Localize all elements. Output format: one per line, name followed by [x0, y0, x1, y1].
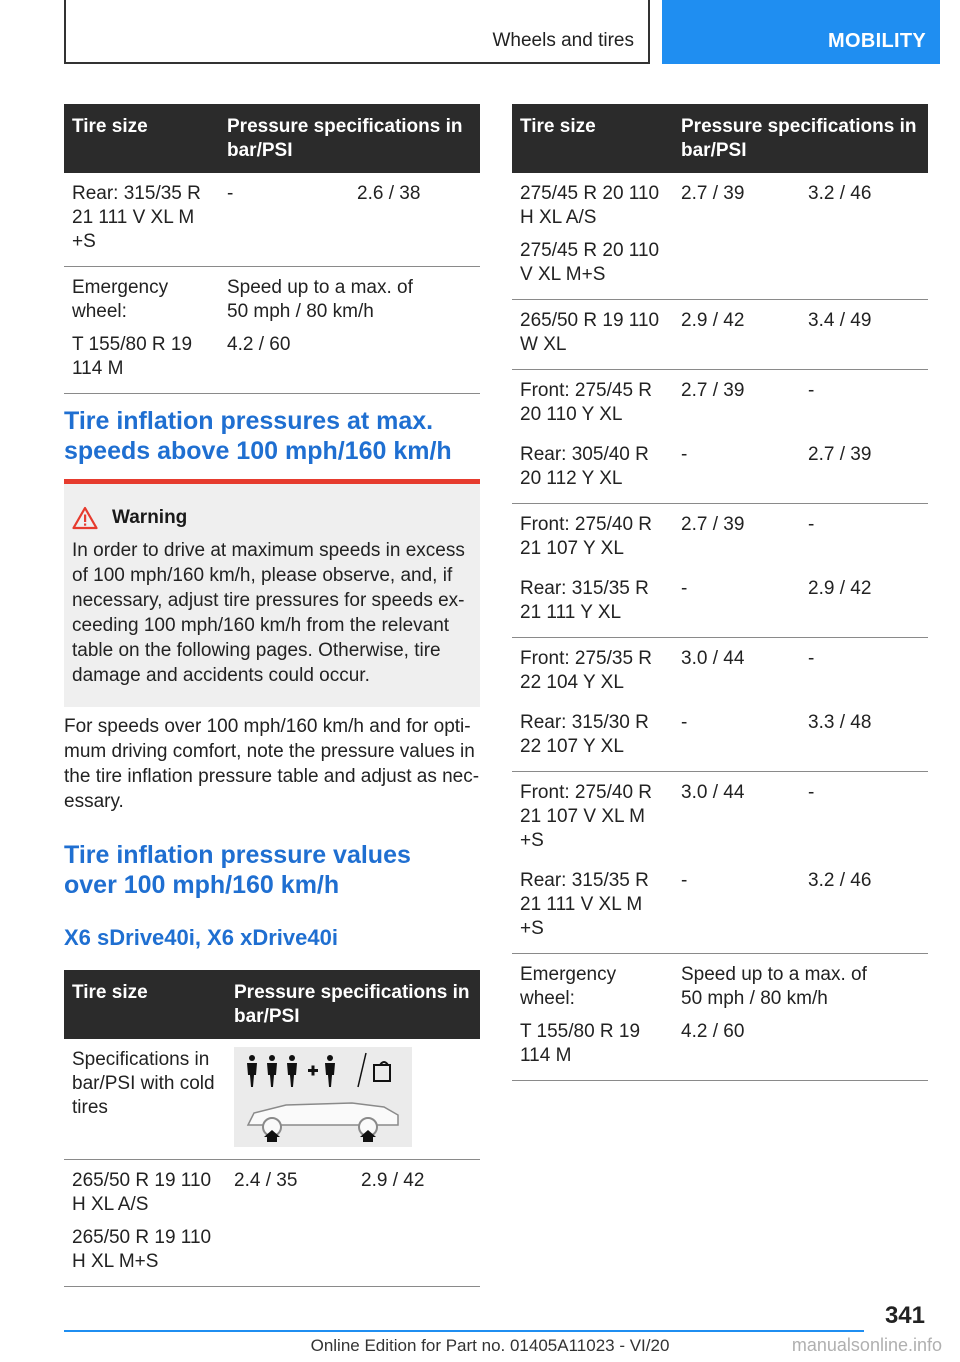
emergency-size: T 155/80 R 19 114 M	[72, 334, 193, 379]
pressure-cell: 3.0 / 44	[681, 648, 745, 669]
table-row	[64, 173, 480, 267]
emergency-pressure: 4.2 / 60	[227, 334, 291, 355]
table-header-row	[512, 104, 928, 173]
pressure-cell: -	[673, 427, 800, 504]
heading-model: X6 sDrive40i, X6 xDrive40i	[64, 925, 338, 950]
table-row	[512, 173, 928, 300]
tire-size-b: 275/45 R 20 110 V XL M+S	[520, 240, 660, 285]
emergency-note: Speed up to a max. of 50 mph / 80 km/h	[681, 964, 867, 1009]
pressure-cell: -	[808, 782, 815, 803]
tire-size-cell	[512, 173, 673, 300]
footer-divider	[64, 1330, 864, 1332]
emergency-size: T 155/80 R 19 114 M	[520, 1021, 641, 1066]
table-row	[512, 300, 928, 370]
pressure-cell: 2.7 / 39	[681, 514, 745, 535]
heading-max-speed: Tire inflation pressures at max. speeds above 100 mph/160 km/h	[64, 407, 452, 465]
pressure-cell: -	[673, 561, 800, 638]
emergency-label: Emergency wheel:	[72, 277, 169, 322]
table-row	[64, 1160, 480, 1287]
pressure-cell: -	[219, 173, 349, 267]
pressure-cell: 3.4 / 49	[800, 300, 928, 370]
tire-size-cell: Rear: 315/35 R 21 111 Y XL	[512, 561, 673, 638]
emergency-note: Speed up to a max. of 50 mph / 80 km/h	[227, 277, 413, 322]
pressure-cell: 2.9 / 42	[673, 300, 800, 370]
tire-size-a: 265/50 R 19 110 H XL A/S	[72, 1170, 212, 1215]
spec-label-cell: Specifications in bar/PSI with cold tires	[64, 1039, 226, 1160]
col-header-tire-size: Tire size	[64, 970, 226, 1039]
page-number: 341	[884, 1302, 925, 1329]
table-row-front	[512, 370, 928, 428]
table-row-rear	[512, 695, 928, 772]
emergency-wheel-row	[64, 267, 480, 394]
pressure-cell: -	[673, 695, 800, 772]
col-header-pressure: Pressure specifications in bar/PSI	[226, 970, 480, 1039]
warning-title: Warning	[112, 507, 188, 528]
tire-pressure-table-right	[512, 104, 928, 1081]
warning-box	[64, 479, 480, 707]
pressure-cell: -	[808, 514, 815, 535]
footer-edition: Online Edition for Part no. 01405A11023 - VI/20	[310, 1336, 670, 1355]
pressure-cell: 2.7 / 39	[681, 380, 745, 401]
tire-size-cell: 265/50 R 19 110 W XL	[512, 300, 673, 370]
emergency-wheel-cell	[64, 267, 219, 394]
table-header-row	[64, 970, 480, 1039]
tire-size-cell: Rear: 315/30 R 22 107 Y XL	[512, 695, 673, 772]
spec-row	[64, 1039, 480, 1160]
emergency-note-cell	[219, 267, 480, 394]
table-row-rear	[512, 853, 928, 954]
header-chapter-title: MOBILITY	[828, 30, 926, 52]
header-chapter-tab	[662, 0, 940, 64]
tire-size-b: 265/50 R 19 110 H XL M+S	[72, 1227, 212, 1272]
tire-size-cell: Front: 275/40 R 21 107 V XL M +S	[520, 782, 653, 851]
header-section-title: Wheels and tires	[492, 30, 634, 51]
pressure-cell: -	[673, 853, 800, 954]
pressure-cell: 3.2 / 46	[800, 853, 928, 954]
heading-pressure-values: Tire inflation pressure values over 100 mph/160 km/h	[64, 841, 411, 899]
col-header-pressure: Pressure specifications in bar/PSI	[219, 104, 480, 173]
table-row-front	[512, 638, 928, 696]
pressure-cell: 2.7 / 39	[673, 173, 800, 300]
body-paragraph: For speeds over 100 mph/160 km/h and for opti-mum driving comfort, note the pressure values in the tire inflation pressure table and adjust as nec-essary.	[64, 716, 480, 812]
emergency-note-cell	[673, 954, 928, 1081]
tire-size-cell: Front: 275/45 R 20 110 Y XL	[520, 380, 653, 425]
tire-pressure-table-model	[64, 970, 480, 1287]
pressure-cell: 2.6 / 38	[349, 173, 480, 267]
col-header-tire-size: Tire size	[512, 104, 673, 173]
pressure-cell: 3.0 / 44	[681, 782, 745, 803]
tire-size-cell: Rear: 305/40 R 20 112 Y XL	[512, 427, 673, 504]
pressure-cell: 2.4 / 35	[226, 1160, 353, 1287]
tire-size-cell: Front: 275/35 R 22 104 Y XL	[520, 648, 653, 693]
table-row-front	[512, 772, 928, 854]
pressure-cell: -	[808, 648, 815, 669]
pressure-cell: 3.3 / 48	[800, 695, 928, 772]
load-pictogram-cell	[226, 1039, 480, 1160]
table-header-row	[64, 104, 480, 173]
tire-size-cell: Front: 275/40 R 21 107 Y XL	[520, 514, 653, 559]
emergency-wheel-cell	[512, 954, 673, 1081]
tire-pressure-table-top-left	[64, 104, 480, 394]
pressure-cell: 2.7 / 39	[800, 427, 928, 504]
tire-size-cell: Rear: 315/35 R 21 111 V XL M +S	[512, 853, 673, 954]
table-row-rear	[512, 427, 928, 504]
pressure-cell: 2.9 / 42	[800, 561, 928, 638]
table-row-rear	[512, 561, 928, 638]
col-header-pressure: Pressure specifications in bar/PSI	[673, 104, 928, 173]
pressure-cell: 2.9 / 42	[353, 1160, 480, 1287]
vehicle-load-pictogram-icon	[234, 1047, 412, 1147]
emergency-pressure: 4.2 / 60	[681, 1021, 745, 1042]
col-header-tire-size: Tire size	[64, 104, 219, 173]
table-row-front	[512, 504, 928, 562]
tire-size-cell	[64, 1160, 226, 1287]
emergency-wheel-row	[512, 954, 928, 1081]
tire-size-cell: Rear: 315/35 R 21 111 V XL M +S	[64, 173, 219, 267]
emergency-label: Emergency wheel:	[520, 964, 617, 1009]
header-section-tab	[64, 0, 650, 64]
pressure-cell: -	[808, 380, 815, 401]
watermark: manualsonline.info	[791, 1335, 942, 1355]
pressure-cell: 3.2 / 46	[800, 173, 928, 300]
warning-triangle-icon	[72, 506, 98, 530]
warning-text: In order to drive at maximum speeds in excess of 100 mph/160 km/h, please observe, and, if necessary, adjust tire pressures for speeds ex-ceeding 100 mph/160 km/h from the relevant table on the following pages. Otherwise, tire damage and accidents could occur.	[72, 540, 465, 686]
tire-size-a: 275/45 R 20 110 H XL A/S	[520, 183, 660, 228]
